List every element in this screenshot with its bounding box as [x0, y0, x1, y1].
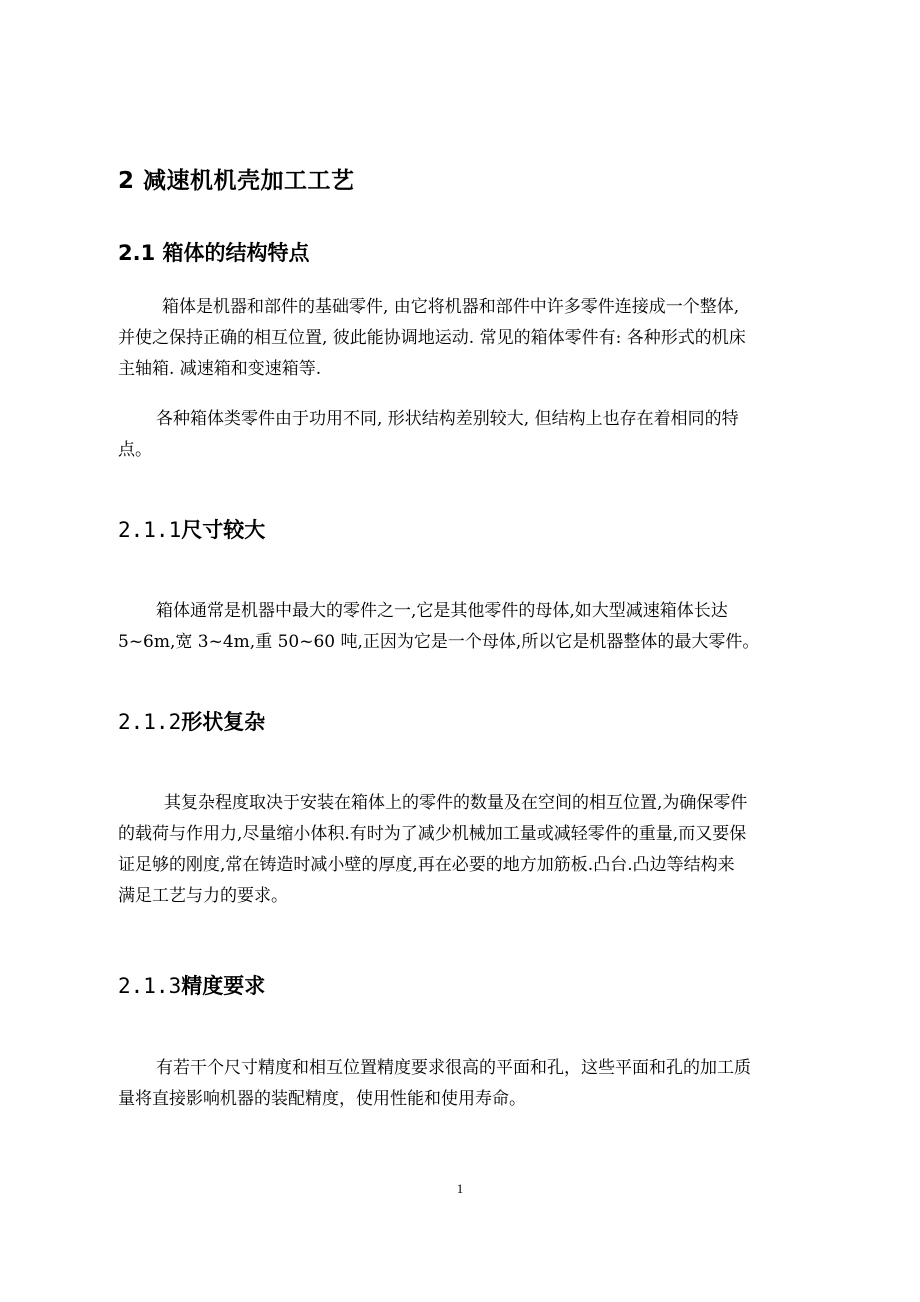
section-2-1-2-heading	[118, 706, 265, 736]
section-title: 尺寸较大	[181, 518, 266, 542]
section-number: 2.1.2	[118, 710, 182, 734]
section-2-1-paragraph-2	[118, 404, 802, 466]
section-number: 2.1.3	[118, 974, 182, 998]
section-2-1-2-paragraph	[118, 788, 802, 912]
section-2-1-3-paragraph	[118, 1053, 802, 1115]
section-2-1-title: 2.1 箱体的结构特点	[118, 241, 310, 265]
section-2-1-paragraph-1	[118, 292, 802, 385]
page-number: 1	[456, 1181, 464, 1196]
paragraph-line: 箱体是机器和部件的基础零件, 由它将机器和部件中许多零件连接成一个整体,	[162, 297, 740, 317]
paragraph-line: 证足够的刚度,常在铸造时减小壁的厚度,再在必要的地方加筋板.凸台.凸边等结构来	[118, 855, 735, 875]
section-title: 形状复杂	[181, 710, 266, 734]
paragraph-line: 箱体通常是机器中最大的零件之一,它是其他零件的母体,如大型减速箱体长达	[156, 601, 728, 621]
section-2-1-3-heading	[118, 970, 265, 1000]
paragraph-line: 点。	[118, 440, 152, 460]
paragraph-line: 量将直接影响机器的装配精度，使用性能和使用寿命。	[118, 1089, 526, 1109]
paragraph-line: 满足工艺与力的要求。	[118, 886, 288, 906]
chapter-title: 2 减速机机壳加工工艺	[118, 168, 355, 194]
section-2-1-1-heading	[118, 514, 265, 544]
section-2-1-1-paragraph	[118, 596, 802, 658]
paragraph-line: 5~6m,宽 3~4m,重 50~60 吨,正因为它是一个母体,所以它是机器整体的最大零件。	[118, 632, 760, 652]
paragraph-line: 并使之保持正确的相互位置, 彼此能协调地运动. 常见的箱体零件有: 各种形式的机床	[118, 328, 746, 348]
paragraph-line: 主轴箱. 减速箱和变速箱等.	[118, 359, 322, 379]
paragraph-line: 的载荷与作用力,尽量缩小体积.有时为了减少机械加工量或减轻零件的重量,而又要保	[118, 824, 747, 844]
paragraph-line: 其复杂程度取决于安装在箱体上的零件的数量及在空间的相互位置,为确保零件	[164, 793, 748, 813]
section-number: 2.1.1	[118, 518, 182, 542]
section-title: 精度要求	[181, 974, 266, 998]
paragraph-line: 有若干个尺寸精度和相互位置精度要求很高的平面和孔，这些平面和孔的加工质	[156, 1058, 751, 1078]
paragraph-line: 各种箱体类零件由于功用不同, 形状结构差别较大, 但结构上也存在着相同的特	[156, 409, 739, 429]
